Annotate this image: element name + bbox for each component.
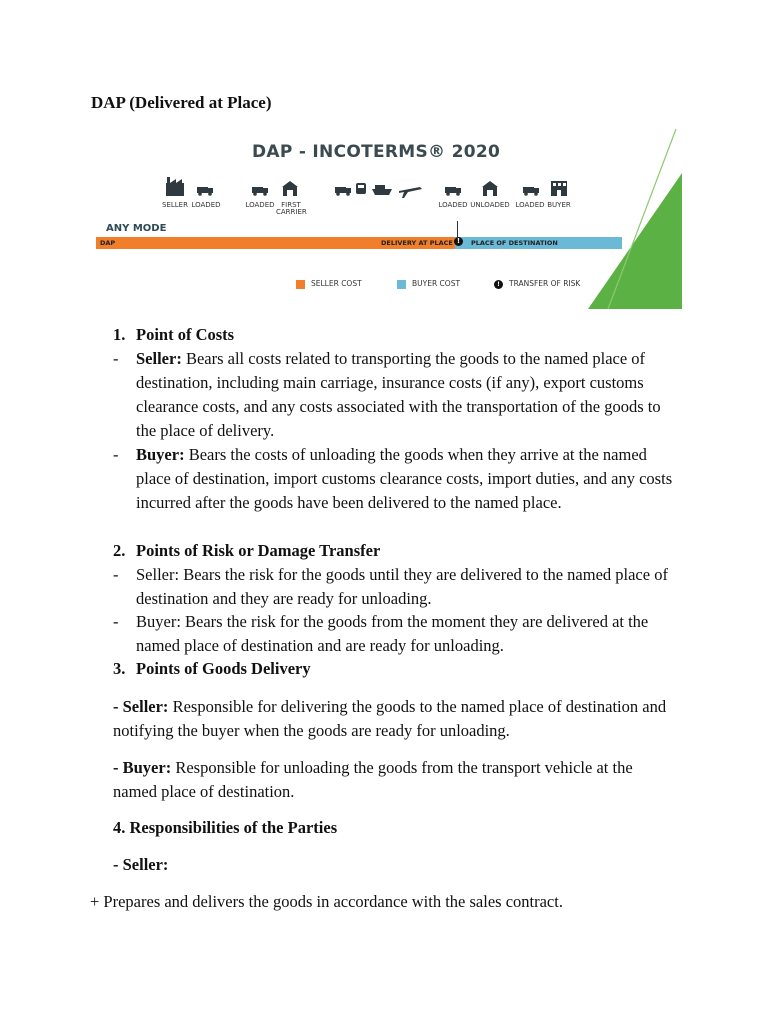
seller-label: - Seller: (113, 855, 169, 874)
buyer-building-icon (551, 181, 567, 196)
list-number: 1. (113, 325, 126, 344)
label: - Seller: (113, 697, 169, 716)
warehouse-icon (482, 181, 498, 196)
list-item-buyer-risk (113, 610, 673, 658)
ship-icon (372, 185, 392, 195)
truck-icon (197, 187, 213, 196)
text: Responsible for unloading the goods from the transport vehicle at the named place of destination. (113, 758, 633, 801)
station-label-seller: SELLER (162, 201, 188, 209)
dash-bullet: - (113, 565, 119, 584)
truck-icon (445, 187, 461, 196)
section-heading-1 (113, 323, 235, 347)
legend-label: SELLER COST (311, 279, 362, 288)
heading-text: Point of Costs (136, 325, 235, 344)
mode-label: ANY MODE (106, 223, 167, 234)
section-heading-3 (113, 657, 311, 681)
legend-swatch-orange (296, 280, 305, 289)
dash-bullet: - (113, 445, 119, 464)
incoterms-figure (90, 125, 682, 309)
figure-title: DAP - INCOTERMS® 2020 (252, 142, 501, 162)
risk-icon: ! (494, 280, 503, 289)
list-item-buyer-costs (113, 443, 673, 515)
section-heading-2 (113, 539, 381, 563)
legend-label: BUYER COST (412, 279, 461, 288)
factory-icon (166, 177, 184, 196)
text: Bears all costs related to transporting the goods to the named place of destination, including main carriage, insurance costs (if any), export customs clearance costs, and any costs associated with the transportation of the goods to the place of delivery. (136, 349, 661, 440)
dash-bullet: - (113, 612, 119, 631)
text: Seller: Bears the risk for the goods until they are delivered to the named place of destination and they are ready for unloading. (136, 565, 668, 608)
truck-icon (252, 187, 268, 196)
text: Buyer: Bears the risk for the goods from the moment they are delivered at the named place of destination and are ready for unloading. (136, 612, 649, 655)
bar-label-place-of-destination: PLACE OF DESTINATION (471, 239, 558, 247)
dash-bullet: - (113, 349, 119, 368)
station-label-loaded: LOADED (515, 201, 545, 209)
page-title: DAP (Delivered at Place) (91, 93, 272, 112)
risk-marker-line (457, 221, 458, 237)
bar-label-dap: DAP (100, 239, 116, 247)
bar-label-delivery-at-place: DELIVERY AT PLACE (381, 239, 453, 247)
station-label-unloaded: UNLOADED (470, 201, 510, 209)
truck-icon (335, 187, 351, 196)
section-heading-4: 4. Responsibilities of the Parties (113, 818, 338, 837)
legend-seller-cost (296, 279, 362, 289)
legend-buyer-cost (397, 279, 460, 289)
station-label-loaded: LOADED (191, 201, 221, 209)
list-number: 2. (113, 541, 126, 560)
station-label-loaded: LOADED (245, 201, 275, 209)
paragraph-seller-delivery (113, 695, 678, 743)
transport-icons-row (90, 125, 590, 205)
truck-icon (523, 187, 539, 196)
station-label-loaded: LOADED (438, 201, 468, 209)
heading-text: Points of Risk or Damage Transfer (136, 541, 381, 560)
label: - Buyer: (113, 758, 172, 777)
plane-icon (399, 187, 422, 198)
station-label-first-carrier: FIRST CARRIER (276, 201, 307, 216)
legend-transfer-of-risk (494, 279, 580, 289)
list-item-seller-costs (113, 347, 673, 443)
label: Seller: (136, 349, 182, 368)
text: Bears the costs of unloading the goods when they arrive at the named place of destination, import customs clearance costs, import duties, and any costs incurred after the goods have been delivered to the named place. (136, 445, 673, 512)
heading-text: Points of Goods Delivery (136, 659, 311, 678)
list-number: 3. (113, 659, 126, 678)
list-item-seller-risk (113, 563, 673, 611)
paragraph-buyer-delivery (113, 756, 678, 804)
station-label-buyer: BUYER (547, 201, 571, 209)
text: Responsible for delivering the goods to the named place of destination and notifying the buyer when the goods are ready for unloading. (113, 697, 667, 740)
legend-swatch-blue (397, 280, 406, 289)
risk-transfer-icon: ! (454, 237, 463, 246)
label: Buyer: (136, 445, 185, 464)
warehouse-icon (282, 181, 298, 196)
seller-responsibility-item: + Prepares and delivers the goods in accordance with the sales contract. (90, 892, 563, 911)
legend-label: TRANSFER OF RISK (509, 279, 581, 288)
train-icon (356, 183, 366, 194)
